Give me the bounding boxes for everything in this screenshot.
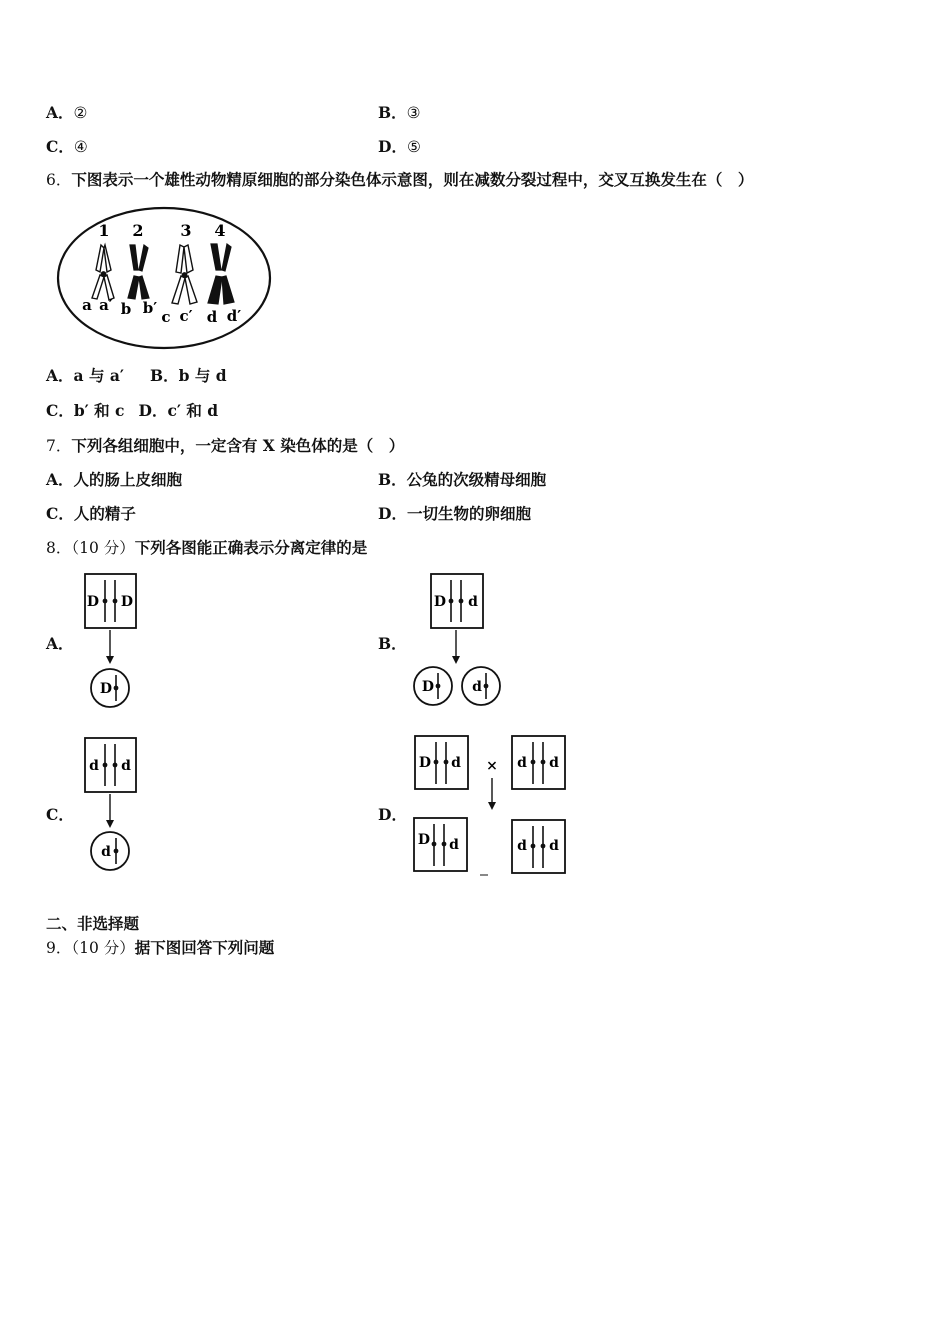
option-text: 公兔的次级精母细胞 [406, 470, 547, 489]
chromosome-4 [208, 244, 234, 304]
cross-symbol: × [486, 758, 498, 774]
q5-option-c [46, 137, 88, 157]
q8-option-b-letter: B． [378, 634, 407, 653]
allele-label: d [517, 755, 527, 771]
allele-label: d′ [226, 307, 242, 325]
chromosome-number-1: 1 [98, 221, 110, 240]
question-number: 9． [46, 939, 72, 957]
q8-figure-a [80, 572, 150, 712]
allele-label: D [417, 832, 431, 848]
allele-label: d [517, 838, 527, 854]
q8-option-c-letter: C． [46, 805, 74, 824]
allele-label: a′ [99, 296, 113, 314]
q9-stem [46, 938, 274, 958]
allele-label: d [549, 755, 559, 771]
option-letter: D． [138, 401, 168, 420]
option-text: ⑤ [406, 138, 421, 156]
option-letter: B． [150, 366, 179, 385]
allele-label: b′ [142, 299, 158, 317]
question-number: 6． [46, 171, 72, 189]
q5-option-d [378, 137, 421, 157]
allele-label: D [99, 681, 113, 697]
option-text: b 与 d [178, 366, 227, 385]
option-letter: B． [378, 470, 407, 489]
option-letter: D． [378, 504, 407, 523]
q7-option-b [378, 470, 546, 490]
allele-label: d [449, 837, 459, 853]
question-number: 7． [46, 437, 72, 455]
question-text: 下列各组细胞中，一定含有 X 染色体的是（ ） [71, 436, 405, 455]
allele-label: b [120, 300, 132, 318]
option-letter: B． [378, 103, 407, 122]
option-letter: D． [378, 137, 407, 156]
chromosome-number-3: 3 [180, 221, 192, 240]
q8-figure-d [408, 730, 573, 880]
option-letter: A． [46, 470, 74, 489]
allele-label: d [468, 594, 478, 610]
q6-stem [46, 170, 753, 190]
allele-label: D [433, 594, 447, 610]
chromosome-2 [128, 245, 149, 299]
allele-label: d [89, 758, 99, 774]
allele-label: a [82, 296, 92, 314]
allele-label: d [101, 844, 111, 860]
cell-outline [58, 208, 270, 348]
section-title: 二、非选择题 [46, 914, 140, 933]
allele-label: D [421, 679, 435, 695]
q6-options-cd [46, 401, 218, 421]
question-score: （10 分） [71, 939, 135, 957]
option-text: b′ 和 c [73, 401, 125, 420]
chromosome-3 [172, 245, 197, 304]
allele-label: d [206, 308, 218, 326]
question-number: 8． [46, 539, 72, 557]
q8-option-d-letter: D． [378, 805, 407, 824]
q8-option-a-letter: A． [46, 634, 74, 653]
option-text: 一切生物的卵细胞 [406, 504, 531, 523]
allele-label: D [120, 594, 134, 610]
question-text: 据下图回答下列问题 [134, 938, 275, 957]
allele-label: D [418, 755, 432, 771]
chromosome-number-2: 2 [132, 221, 144, 240]
question-text: 下图表示一个雄性动物精原细胞的部分染色体示意图，则在减数分裂过程中，交叉互换发生在（ ） [71, 170, 754, 189]
q7-option-d [378, 504, 531, 524]
question-score: （10 分） [71, 539, 135, 557]
allele-label: d [549, 838, 559, 854]
option-letter: A． [46, 103, 74, 122]
allele-label: c′ [179, 307, 193, 325]
option-text: ② [73, 104, 88, 122]
q8-stem [46, 538, 367, 558]
q7-option-c [46, 504, 136, 524]
q7-option-a [46, 470, 182, 490]
allele-label: d [121, 758, 131, 774]
option-text: ③ [406, 104, 421, 122]
q5-option-b [378, 103, 421, 123]
option-text: a 与 a′ [73, 366, 124, 385]
option-text: ④ [73, 138, 88, 156]
option-letter: C． [46, 401, 74, 420]
option-letter: A． [46, 366, 74, 385]
q7-stem [46, 436, 404, 456]
q8-figure-b [408, 572, 508, 712]
option-text: 人的精子 [73, 504, 136, 523]
q8-figure-c [80, 736, 150, 876]
allele-label: d [472, 679, 482, 695]
option-text: c′ 和 d [167, 401, 219, 420]
allele-label: d [451, 755, 461, 771]
option-letter: C． [46, 137, 74, 156]
question-text: 下列各图能正确表示分离定律的是 [134, 538, 368, 557]
chromosome-number-4: 4 [214, 221, 226, 240]
q6-options-ab [46, 366, 227, 386]
allele-label: D [86, 594, 100, 610]
q6-chromosome-figure [56, 200, 276, 352]
option-letter: C． [46, 504, 74, 523]
chromosome-1 [92, 245, 114, 300]
allele-label: c [161, 308, 171, 326]
q5-option-a [46, 103, 87, 123]
option-text: 人的肠上皮细胞 [73, 470, 183, 489]
